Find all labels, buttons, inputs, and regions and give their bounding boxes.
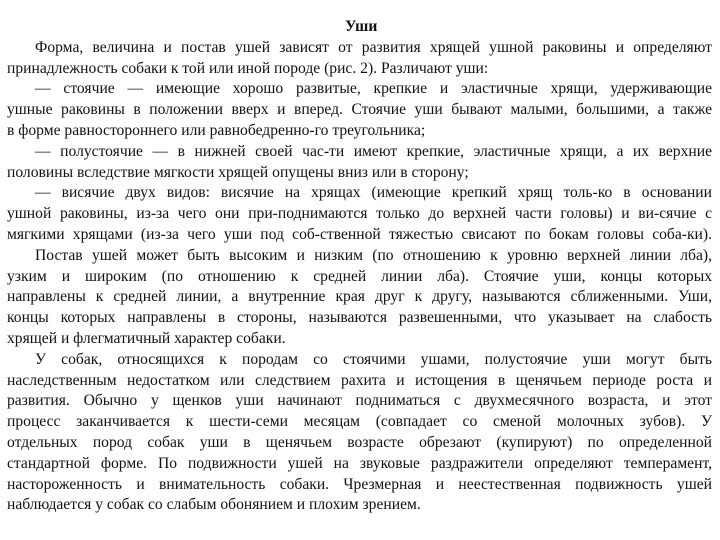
ears-type-erect-line-1: — стоячие — имеющие хорошо развитые, крепкие и эластичные хрящи, удерживающие [35,80,712,98]
ear-set-paragraph-line-2: узким и широким (по отношению к средней линии лба). Стоячие уши, концы которых [7,267,712,285]
final-paragraph-line-6: стандартной форме. По подвижности ушей на звуковые раздражители определяют темперамент, [7,454,712,472]
final-paragraph-line-7: настороженность и внимательность собаки. Чрезмерная и неестественная подвижность ушей [7,475,712,493]
ears-type-semi-erect-line-1: — полустоячие — в нижней своей час-ти имеют крепкие, эластичные хрящи, а их верхние [35,142,712,160]
final-paragraph-line-2: наследственным недостатком или следствием рахита и истощения в щенячьем периоде роста и [7,371,712,389]
ears-type-erect-line-2: ушные раковины в положении вверх и вперед. Стоячие уши бывают малыми, большими, а также [7,101,712,119]
final-paragraph-line-4: процесс заканчивается к шести-семи месяцам (совпадает со сменой молочных зубов). У [7,413,712,431]
final-paragraph-line-1: У собак, относящихся к породам со стоячими ушами, полустоячие уши могут быть [35,350,712,368]
paragraph-1-line-2: принадлежность собаки к той или иной породе (рис. 2). Различают уши: [7,59,489,77]
ears-type-hanging-line-2: ушной раковины, из-за чего они при-поднимаются только до верхней части головы) и ви-сячие с [7,205,712,223]
final-paragraph-line-8: наблюдается у собак со слабым обонянием и плохим зрением. [7,496,421,514]
ear-set-paragraph-line-1: Постав ушей может быть высоким и низким (по отношению к уровню верхней линии лба), [35,246,712,264]
ear-set-paragraph-line-3: направлены к средней линии, а внутренние края друг к другу, называются сближенными. Уши, [7,288,712,306]
ears-type-erect-line-3: в форме равностороннего или равнобедренно-го треугольника; [7,121,426,139]
final-paragraph-line-5: отдельных пород собак уши в щенячьем возрасте обрезают (купируют) по определенной [7,433,712,451]
ears-type-hanging-line-1: — висячие двух видов: висячие на хрящах (имеющие крепкий хрящ толь-ко в основании [35,184,712,202]
paragraph-1-line-1: Форма, величина и постав ушей зависят от развития хрящей ушной раковины и определяют [35,38,712,56]
ears-type-semi-erect-line-2: половины вследствие мягкости хрящей опущены вниз или в сторону; [7,163,469,181]
ear-set-paragraph-line-4: концы которых направлены в стороны, называются развешенными, что указывает на слабость [7,309,712,327]
document-body [7,38,712,516]
ears-type-hanging-line-3: мягкими хрящами (из-за чего уши под соб-ственной тяжестью свисают по бокам головы соба-ки). [7,225,712,243]
ear-set-paragraph-line-5: хрящей и флегматичный характер собаки. [7,329,286,347]
final-paragraph-line-3: развития. Обычно у щенков уши начинают подниматься с двухмесячного возраста, и этот [7,392,712,410]
page-title: Уши [345,18,378,35]
